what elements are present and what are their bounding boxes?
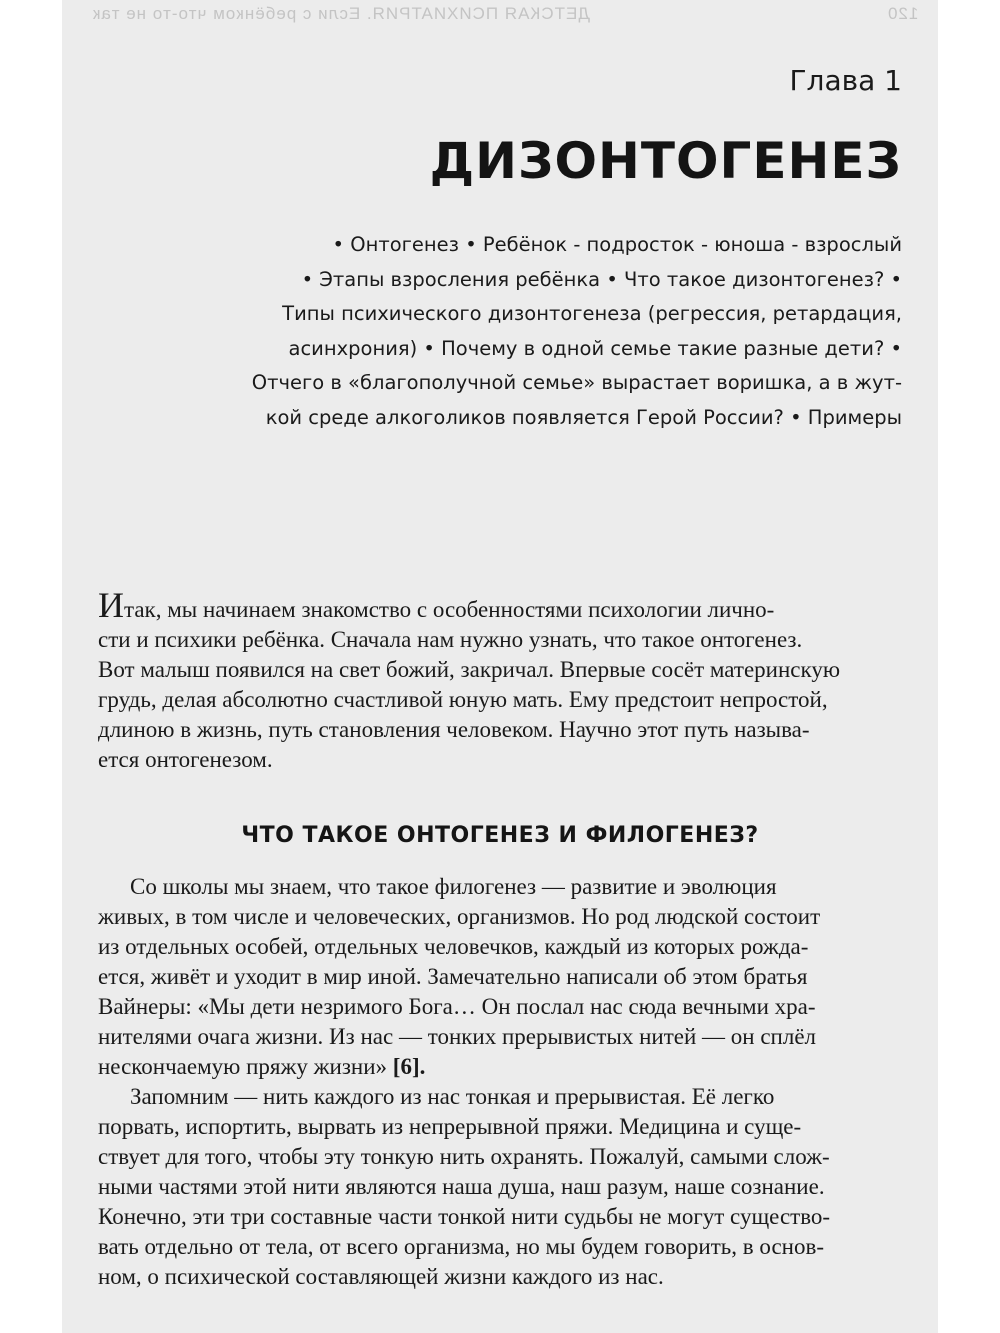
chapter-label: Глава 1 xyxy=(789,64,902,97)
summary-line: кой среде алкоголиков появляется Герой России? • Примеры xyxy=(265,405,902,429)
text-line: нескончаемую пряжу жизни» xyxy=(98,1054,388,1079)
summary-line: • Этапы взросления ребёнка • Что такое дизонтогенез? • xyxy=(301,267,902,291)
running-header xyxy=(92,4,918,26)
chapter-summary xyxy=(242,228,902,435)
text-line: грудь, делая абсолютно счастливой юную мать. Ему предстоит непростой, xyxy=(98,687,828,712)
intro-first-line xyxy=(98,585,902,625)
intro-paragraph xyxy=(98,585,902,775)
text-line: из отдельных особей, отдельных человечков, каждый из которых рожда- xyxy=(98,934,809,959)
text-line: порвать, испортить, вырвать из непрерывной пряжи. Медицина и суще- xyxy=(98,1114,802,1139)
body-paragraphs xyxy=(98,872,902,1292)
text-line: Запомним — нить каждого из нас тонкая и прерывистая. Её легко xyxy=(130,1084,775,1109)
text-line: ном, о психической составляющей жизни каждого из нас. xyxy=(98,1264,664,1289)
chapter-title: ДИЗОНТОГЕНЕЗ xyxy=(429,132,902,190)
summary-line: Типы психического дизонтогенеза (регрессия, ретардация, xyxy=(282,302,902,325)
text-line: ется онтогенезом. xyxy=(98,747,273,772)
text-line: Вот малыш появился на свет божий, закричал. Впервые сосёт материнскую xyxy=(98,657,841,682)
text-line: вать отдельно от тела, от всего организма, но мы будем говорить, в основ- xyxy=(98,1234,824,1259)
text-line-with-reference xyxy=(98,1052,902,1082)
text-line: ными частями этой нити являются наша душа, наш разум, наше сознание. xyxy=(98,1174,825,1199)
section-heading: ЧТО ТАКОЕ ОНТОГЕНЕЗ И ФИЛОГЕНЕЗ? xyxy=(241,823,759,848)
text-line: Конечно, эти три составные части тонкой нити судьбы не могут существо- xyxy=(98,1204,831,1229)
running-title: ДЕТСКАЯ ПСИХИАТРИЯ. Если с ребёнком что-то не так xyxy=(92,4,590,23)
text-line: ствует для того, чтобы эту тонкую нить охранять. Пожалуй, самыми слож- xyxy=(98,1144,830,1169)
text-line: длиною в жизнь, путь становления человеком. Научно этот путь называ- xyxy=(98,717,810,742)
page-number: 120 xyxy=(886,4,918,23)
intro-first-line-text: так, мы начинаем знакомство с особенностями психологии лично- xyxy=(124,597,775,622)
text-line: живых, в том числе и человеческих, организмов. Но род людской состоит xyxy=(98,904,821,929)
citation-reference: [6]. xyxy=(392,1054,426,1079)
summary-line: Отчего в «благополучной семье» вырастает воришка, а в жут- xyxy=(251,371,902,394)
text-line: Со школы мы знаем, что такое филогенез — развитие и эволюция xyxy=(130,874,777,899)
summary-line: асинхрония) • Почему в одной семье такие разные дети? • xyxy=(288,336,902,360)
text-line: сти и психики ребёнка. Сначала нам нужно узнать, что такое онтогенез. xyxy=(98,627,803,652)
drop-cap: И xyxy=(98,585,124,625)
text-line: Вайнеры: «Мы дети незримого Бога… Он послал нас сюда вечными хра- xyxy=(98,994,816,1019)
text-line: нителями очага жизни. Из нас — тонких прерывистых нитей — он сплёл xyxy=(98,1024,817,1049)
book-page xyxy=(62,0,938,1333)
text-line: ется, живёт и уходит в мир иной. Замечательно написали об этом братья xyxy=(98,964,808,989)
summary-line: • Онтогенез • Ребёнок - подросток - юноша - взрослый xyxy=(332,233,902,256)
